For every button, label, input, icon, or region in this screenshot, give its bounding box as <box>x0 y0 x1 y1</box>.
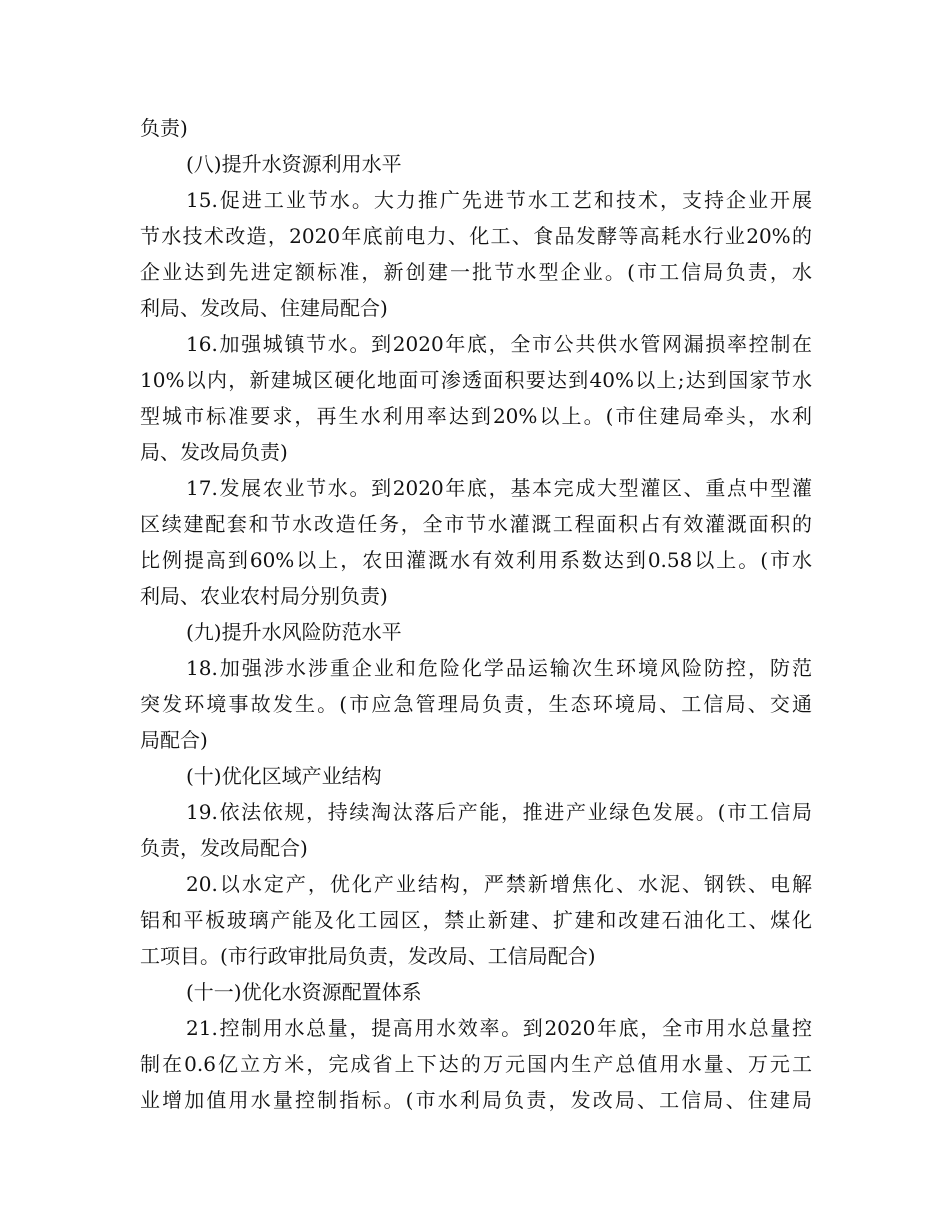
section-heading-9: (九)提升水风险防范水平 <box>186 620 402 644</box>
text-line-6: 利局、发改局、住建局配合) <box>140 296 388 320</box>
text-line-18: 局配合) <box>140 728 208 752</box>
text-line-12: 区续建配套和节水改造任务，全市节水灌溉工程面积占有效灌溉面积的 <box>140 512 812 536</box>
text-line-23: 铝和平板玻璃产能及化工园区，禁止新建、扩建和改建石油化工、煤化 <box>140 908 812 932</box>
text-line-1: 负责) <box>140 116 188 140</box>
text-line-21: 负责，发改局配合) <box>140 836 308 860</box>
section-heading-8: (八)提升水资源利用水平 <box>186 152 402 176</box>
text-line-17: 突发环境事故发生。(市应急管理局负责，生态环境局、工信局、交通 <box>140 692 812 716</box>
text-line-5: 企业达到先进定额标准，新创建一批节水型企业。(市工信局负责，水 <box>140 260 812 284</box>
text-line-9: 型城市标准要求，再生水利用率达到20%以上。(市住建局牵头，水利 <box>140 404 812 428</box>
text-line-4: 节水技术改造，2020年底前电力、化工、食品发酵等高耗水行业20%的 <box>140 224 812 248</box>
text-line-item-17: 17.发展农业节水。到2020年底，基本完成大型灌区、重点中型灌 <box>186 476 812 500</box>
text-line-item-18: 18.加强涉水涉重企业和危险化学品运输次生环境风险防控，防范 <box>186 656 812 680</box>
section-heading-11: (十一)优化水资源配置体系 <box>186 980 422 1004</box>
text-line-24: 工项目。(市行政审批局负责，发改局、工信局配合) <box>140 944 596 968</box>
text-line-13: 比例提高到60%以上，农田灌溉水有效利用系数达到0.58以上。(市水 <box>140 548 812 572</box>
text-line-item-21: 21.控制用水总量，提高用水效率。到2020年底，全市用水总量控 <box>186 1016 812 1040</box>
text-line-item-19: 19.依法依规，持续淘汰落后产能，推进产业绿色发展。(市工信局 <box>186 800 812 824</box>
text-line-27: 制在0.6亿立方米，完成省上下达的万元国内生产总值用水量、万元工 <box>140 1052 812 1076</box>
text-line-8: 10%以内，新建城区硬化地面可渗透面积要达到40%以上;达到国家节水 <box>140 368 812 392</box>
text-line-item-20: 20.以水定产，优化产业结构，严禁新增焦化、水泥、钢铁、电解 <box>186 872 812 896</box>
text-line-item-16: 16.加强城镇节水。到2020年底，全市公共供水管网漏损率控制在 <box>186 332 812 356</box>
text-line-28: 业增加值用水量控制指标。(市水利局负责，发改局、工信局、住建局 <box>140 1088 812 1112</box>
text-line-14: 利局、农业农村局分别负责) <box>140 584 388 608</box>
text-line-10: 局、发改局负责) <box>140 440 288 464</box>
section-heading-10: (十)优化区域产业结构 <box>186 764 382 788</box>
text-line-item-15: 15.促进工业节水。大力推广先进节水工艺和技术，支持企业开展 <box>186 188 812 212</box>
